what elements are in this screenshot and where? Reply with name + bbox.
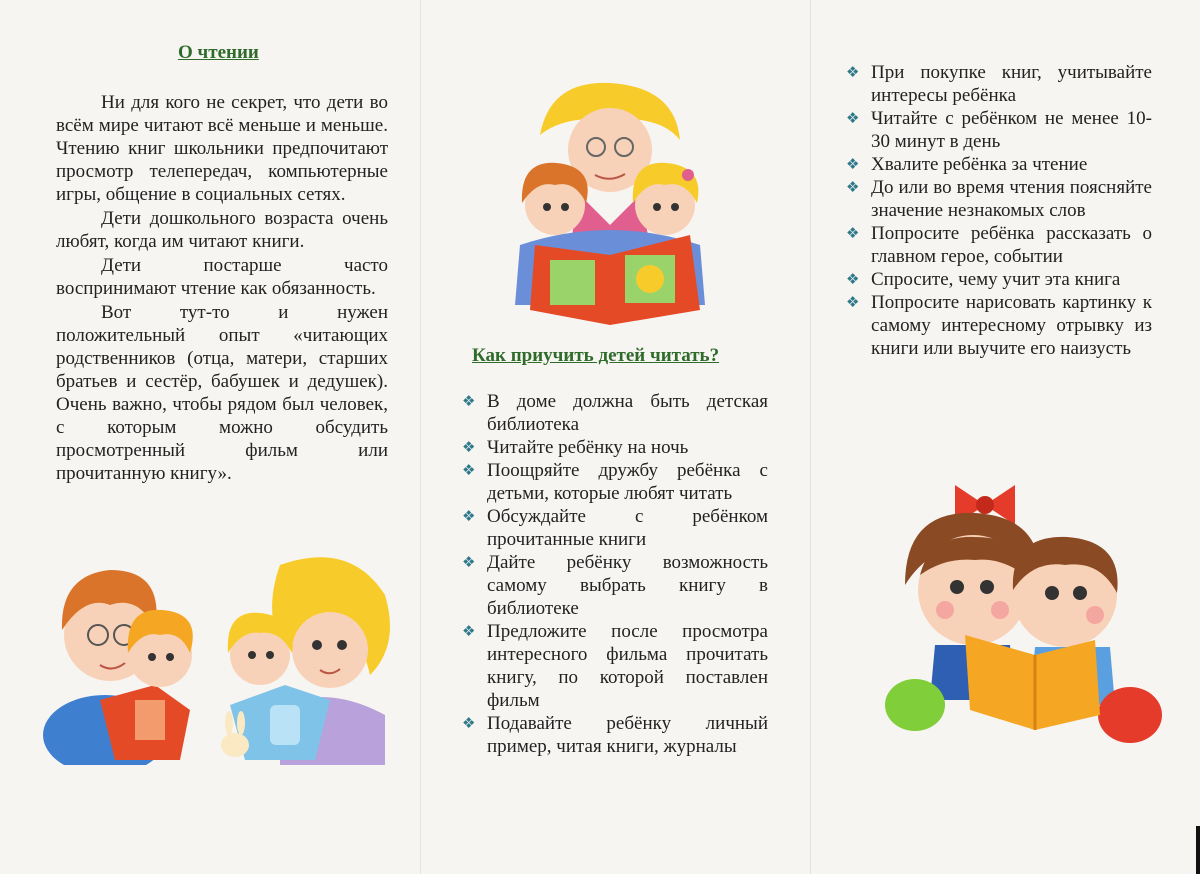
diamond-bullet-icon: ❖	[846, 178, 860, 196]
panel-reading-tips	[810, 0, 1200, 874]
diamond-bullet-icon: ❖	[846, 155, 860, 173]
list-item: ❖ Дайте ребёнку возможность самому выбрать книгу в библиотеке	[462, 552, 768, 619]
diamond-bullet-icon: ❖	[462, 461, 476, 479]
diamond-bullet-icon: ❖	[846, 109, 860, 127]
reading-tips-list	[846, 61, 1152, 360]
diamond-bullet-icon: ❖	[462, 714, 476, 732]
list-item: ❖ Спросите, чему учит эта книга	[846, 269, 1121, 290]
diamond-bullet-icon: ❖	[846, 63, 860, 81]
family-reading-illustration	[30, 535, 400, 765]
paragraph: Дети постарше часто воспринимают чтение как обязанность.	[56, 255, 388, 299]
list-item: ❖ До или во время чтения поясняйте значение незнакомых слов	[846, 177, 1152, 221]
paragraph: Ни для кого не секрет, что дети во всём мире читают всё меньше и меньше. Чтению книг школьники предпочитают просмотр телепередач, компьютерные игры, общение в социальных сетях.	[56, 92, 388, 205]
how-to-teach-list	[462, 390, 768, 758]
diamond-bullet-icon: ❖	[462, 438, 476, 456]
diamond-bullet-icon: ❖	[462, 507, 476, 525]
about-reading-heading: О чтении	[178, 42, 259, 63]
list-item: ❖ При покупке книг, учитывайте интересы ребёнка	[846, 62, 1152, 106]
diamond-bullet-icon: ❖	[462, 392, 476, 410]
two-kids-reading-illustration	[875, 475, 1165, 765]
list-item: ❖ В доме должна быть детская библиотека	[462, 391, 768, 435]
list-item: ❖ Хвалите ребёнка за чтение	[846, 154, 1088, 175]
panel-about-reading	[0, 0, 420, 874]
diamond-bullet-icon: ❖	[846, 293, 860, 311]
how-to-teach-heading: Как приучить детей читать?	[472, 345, 720, 366]
list-item: ❖ Попросите ребёнка рассказать о главном герое, событии	[846, 223, 1152, 267]
panel-how-to-teach	[420, 0, 810, 874]
list-item: ❖ Подавайте ребёнку личный пример, читая книги, журналы	[462, 713, 768, 757]
list-item: ❖ Поощряйте дружбу ребёнка с детьми, которые любят читать	[462, 460, 768, 504]
list-item: ❖ Читайте с ребёнком не менее 10-30 минут в день	[846, 108, 1152, 152]
list-item: ❖ Попросите нарисовать картинку к самому интересному отрывку из книги или выучите его наизусть	[846, 292, 1152, 359]
list-item: ❖ Читайте ребёнку на ночь	[462, 437, 689, 458]
paragraph: Дети дошкольного возраста очень любят, когда им читают книги.	[56, 208, 388, 252]
list-item: ❖ Предложите после просмотра интересного фильма прочитать книгу, по которой поставлен фильм	[462, 621, 768, 711]
paragraph: Вот тут-то и нужен положительный опыт «читающих родственников (отца, матери, старших братьев и сестёр, бабушек и дедушек). Очень важно, чтобы рядом был человек, с которым можно обсудить просмотренный фильм или прочитанную книгу».	[56, 302, 388, 484]
diamond-bullet-icon: ❖	[846, 270, 860, 288]
about-reading-text	[56, 91, 388, 485]
diamond-bullet-icon: ❖	[462, 622, 476, 640]
list-item: ❖ Обсуждайте с ребёнком прочитанные книги	[462, 506, 768, 550]
grandma-kids-reading-illustration	[500, 75, 720, 325]
diamond-bullet-icon: ❖	[462, 553, 476, 571]
scan-edge-mark	[1196, 826, 1200, 874]
diamond-bullet-icon: ❖	[846, 224, 860, 242]
